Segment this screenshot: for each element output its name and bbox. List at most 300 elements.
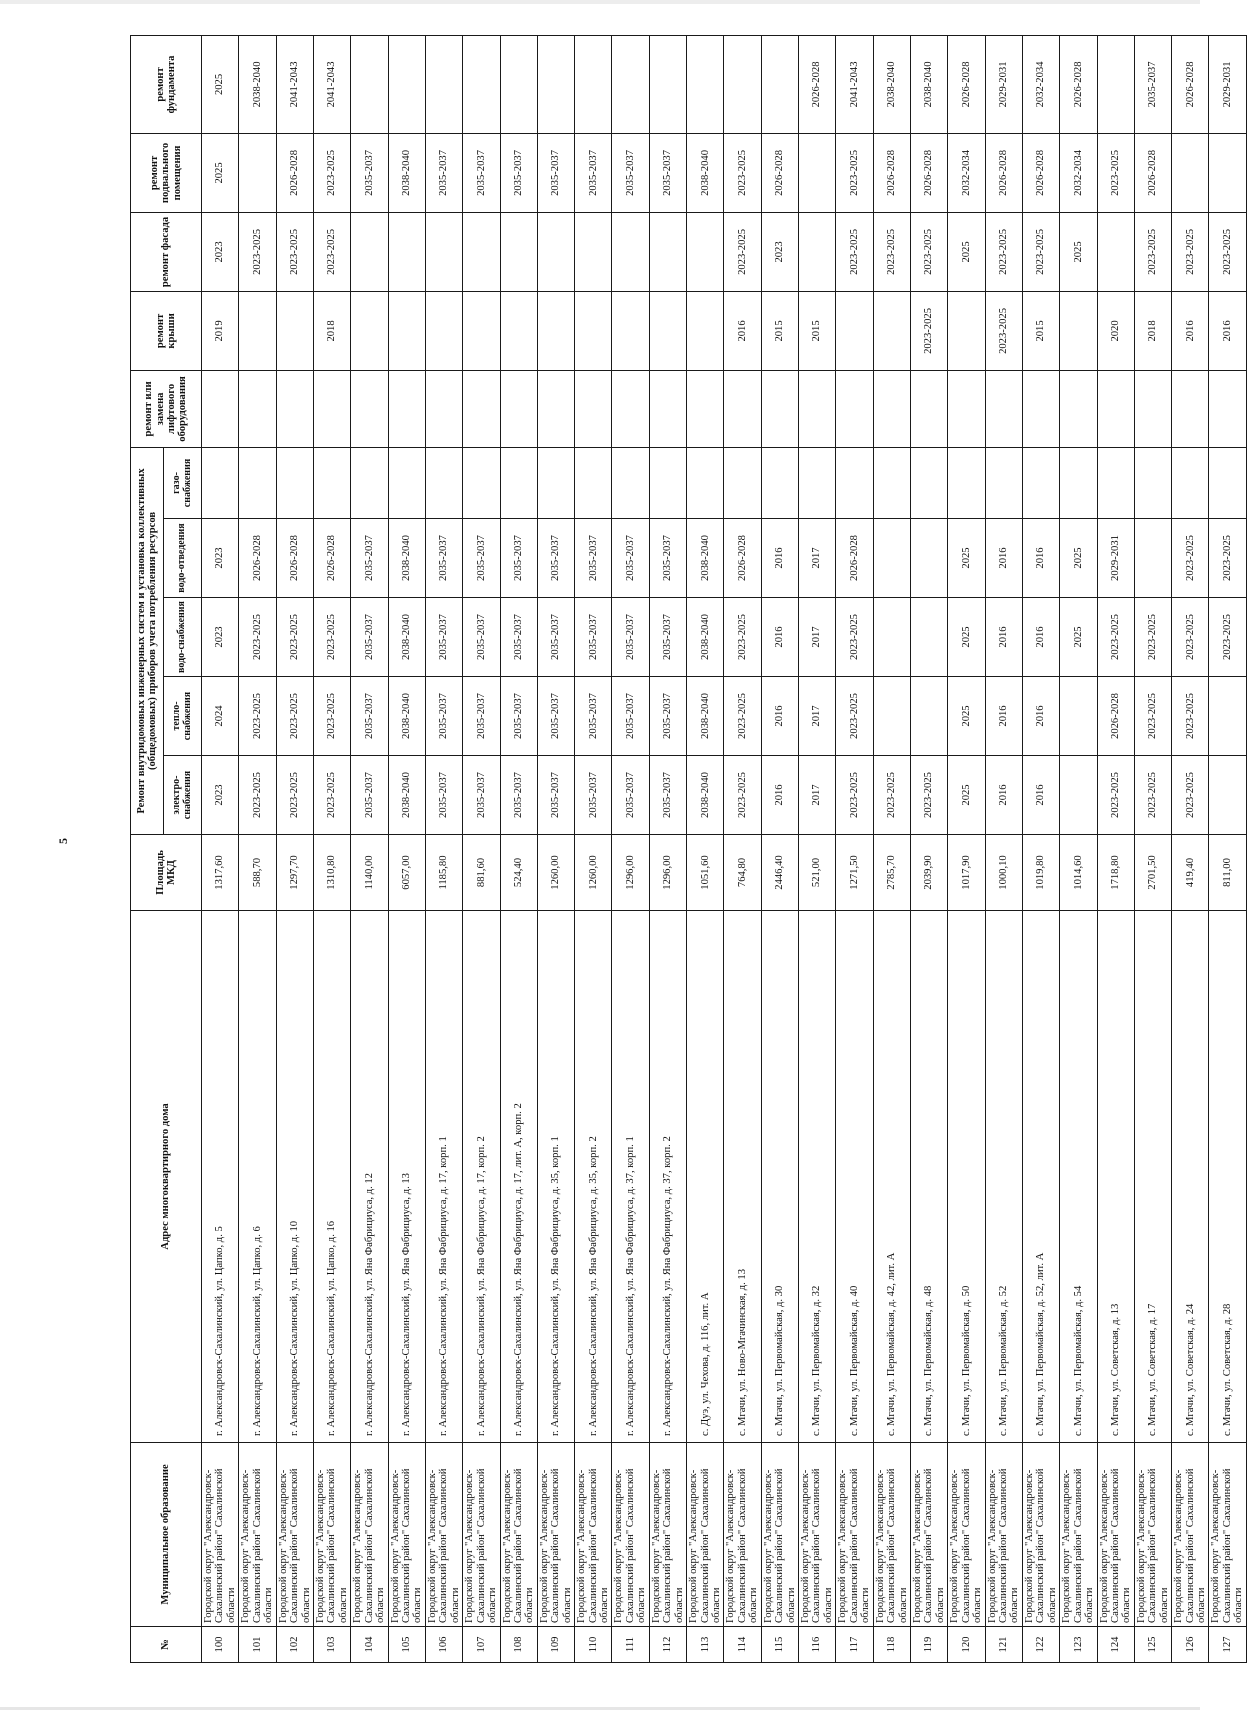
cell-electro: 2023-2025: [1172, 756, 1209, 835]
cell-teplo: 2023-2025: [836, 677, 873, 756]
cell-lift: [276, 370, 313, 447]
row-address: с. Мгачи, ул. Первомайская, д. 48: [910, 911, 947, 1443]
cell-facade: 2023-2025: [1022, 212, 1059, 291]
row-number: 119: [910, 1627, 947, 1663]
cell-vodootv: 2026-2028: [836, 519, 873, 598]
row-area: 1014,60: [1060, 835, 1097, 911]
cell-vodosnab: [873, 598, 910, 677]
row-number: 106: [425, 1627, 462, 1663]
cell-roof: 2015: [761, 291, 798, 370]
cell-gaz: [1134, 447, 1171, 518]
table-row: [463, 35, 500, 1662]
cell-electro: 2016: [985, 756, 1022, 835]
cell-gaz: [425, 447, 462, 518]
row-number: 115: [761, 1627, 798, 1663]
table-row: [425, 35, 462, 1662]
table-row: [873, 35, 910, 1662]
table-row: [537, 35, 574, 1662]
cell-electro: 2023-2025: [873, 756, 910, 835]
cell-basement: 2035-2037: [612, 133, 649, 212]
row-address: с. Мгачи, ул. Ново-Мгачинская, д. 13: [724, 911, 761, 1443]
cell-roof: [500, 291, 537, 370]
header-facade: ремонт фасада: [131, 212, 202, 291]
row-number: 123: [1060, 1627, 1097, 1663]
cell-vodootv: 2029-2031: [1097, 519, 1134, 598]
table-row: [1097, 35, 1134, 1662]
cell-vodootv: [1134, 519, 1171, 598]
cell-basement: 2035-2037: [649, 133, 686, 212]
header-roof: ремонт крыши: [131, 291, 202, 370]
row-municipality: Городской округ "Александровск-Сахалинский район" Сахалинской области: [1022, 1443, 1059, 1627]
cell-basement: [1209, 133, 1246, 212]
row-area: 588,70: [239, 835, 276, 911]
cell-vodosnab: 2017: [799, 598, 836, 677]
header-lift: ремонт или замена лифтового оборудования: [131, 370, 202, 447]
cell-facade: [537, 212, 574, 291]
cell-lift: [724, 370, 761, 447]
cell-vodosnab: 2025: [1060, 598, 1097, 677]
row-area: 524,40: [500, 835, 537, 911]
table-row: [575, 35, 612, 1662]
row-municipality: Городской округ "Александровск-Сахалинский район" Сахалинской области: [575, 1443, 612, 1627]
cell-foundation: 2032-2034: [1022, 35, 1059, 133]
cell-basement: 2035-2037: [425, 133, 462, 212]
table-row: [388, 35, 425, 1662]
row-area: 521,00: [799, 835, 836, 911]
cell-vodootv: 2023-2025: [1172, 519, 1209, 598]
row-municipality: Городской округ "Александровск-Сахалинский район" Сахалинской области: [836, 1443, 873, 1627]
row-number: 113: [687, 1627, 724, 1663]
cell-electro: 2035-2037: [500, 756, 537, 835]
cell-vodootv: 2026-2028: [313, 519, 350, 598]
cell-lift: [612, 370, 649, 447]
row-area: 881,60: [463, 835, 500, 911]
cell-facade: 2023-2025: [313, 212, 350, 291]
cell-basement: 2026-2028: [985, 133, 1022, 212]
cell-gaz: [873, 447, 910, 518]
cell-electro: 2023-2025: [1134, 756, 1171, 835]
cell-vodootv: 2025: [1060, 519, 1097, 598]
cell-vodootv: 2035-2037: [575, 519, 612, 598]
cell-facade: [351, 212, 388, 291]
cell-facade: 2023-2025: [276, 212, 313, 291]
cell-lift: [687, 370, 724, 447]
row-area: 1051,60: [687, 835, 724, 911]
cell-vodosnab: 2023: [202, 598, 239, 677]
cell-roof: 2015: [1022, 291, 1059, 370]
cell-gaz: [1172, 447, 1209, 518]
cell-lift: [873, 370, 910, 447]
cell-foundation: [500, 35, 537, 133]
cell-roof: [388, 291, 425, 370]
cell-facade: [425, 212, 462, 291]
cell-teplo: 2035-2037: [537, 677, 574, 756]
cell-basement: 2035-2037: [575, 133, 612, 212]
row-address: г. Александровск-Сахалинский, ул. Яна Фабрициуса, д. 17, корп. 2: [463, 911, 500, 1443]
cell-gaz: [463, 447, 500, 518]
cell-gaz: [202, 447, 239, 518]
table-row: [500, 35, 537, 1662]
cell-lift: [388, 370, 425, 447]
row-address: с. Мгачи, ул. Первомайская, д. 42, лит. А: [873, 911, 910, 1443]
cell-electro: 2016: [1022, 756, 1059, 835]
row-municipality: Городской округ "Александровск-Сахалинский район" Сахалинской области: [1097, 1443, 1134, 1627]
cell-lift: [910, 370, 947, 447]
cell-roof: 2016: [1209, 291, 1246, 370]
cell-gaz: [1097, 447, 1134, 518]
row-address: г. Александровск-Сахалинский, ул. Цапко, д. 16: [313, 911, 350, 1443]
table-row: [1209, 35, 1246, 1662]
cell-vodosnab: 2035-2037: [575, 598, 612, 677]
cell-facade: 2023-2025: [1172, 212, 1209, 291]
cell-vodosnab: 2016: [761, 598, 798, 677]
cell-vodosnab: 2038-2040: [388, 598, 425, 677]
cell-roof: [687, 291, 724, 370]
cell-foundation: 2026-2028: [948, 35, 985, 133]
row-municipality: Городской округ "Александровск-Сахалинский район" Сахалинской области: [202, 1443, 239, 1627]
cell-vodootv: [873, 519, 910, 598]
cell-foundation: 2025: [202, 35, 239, 133]
cell-roof: [425, 291, 462, 370]
row-municipality: Городской округ "Александровск-Сахалинский район" Сахалинской области: [948, 1443, 985, 1627]
row-number: 108: [500, 1627, 537, 1663]
cell-vodosnab: 2023-2025: [1209, 598, 1246, 677]
cell-foundation: 2026-2028: [1060, 35, 1097, 133]
cell-vodosnab: 2035-2037: [425, 598, 462, 677]
row-area: 1019,80: [1022, 835, 1059, 911]
cell-vodosnab: 2025: [948, 598, 985, 677]
row-number: 100: [202, 1627, 239, 1663]
cell-vodosnab: 2035-2037: [612, 598, 649, 677]
cell-lift: [537, 370, 574, 447]
row-area: 1000,10: [985, 835, 1022, 911]
row-number: 102: [276, 1627, 313, 1663]
table-row: [1060, 35, 1097, 1662]
cell-gaz: [724, 447, 761, 518]
row-area: 2701,50: [1134, 835, 1171, 911]
cell-foundation: 2026-2028: [799, 35, 836, 133]
cell-roof: 2016: [724, 291, 761, 370]
cell-roof: 2023-2025: [910, 291, 947, 370]
cell-lift: [799, 370, 836, 447]
cell-vodootv: 2026-2028: [276, 519, 313, 598]
cell-facade: 2023-2025: [985, 212, 1022, 291]
header-municipality: Муниципальное образование: [131, 1443, 202, 1627]
cell-basement: 2035-2037: [537, 133, 574, 212]
row-area: 1017,90: [948, 835, 985, 911]
cell-gaz: [239, 447, 276, 518]
row-area: 1271,50: [836, 835, 873, 911]
cell-vodootv: 2035-2037: [537, 519, 574, 598]
cell-vodosnab: 2023-2025: [1097, 598, 1134, 677]
cell-electro: 2035-2037: [649, 756, 686, 835]
cell-teplo: 2035-2037: [612, 677, 649, 756]
cell-roof: [575, 291, 612, 370]
row-municipality: Городской округ "Александровск-Сахалинский район" Сахалинской области: [985, 1443, 1022, 1627]
cell-gaz: [761, 447, 798, 518]
cell-teplo: 2035-2037: [575, 677, 612, 756]
cell-basement: 2035-2037: [463, 133, 500, 212]
header-number: №: [131, 1627, 202, 1663]
cell-basement: 2032-2034: [1060, 133, 1097, 212]
row-address: с. Мгачи, ул. Первомайская, д. 54: [1060, 911, 1097, 1443]
cell-roof: [239, 291, 276, 370]
table-header: [131, 35, 202, 1662]
row-municipality: Городской округ "Александровск-Сахалинский район" Сахалинской области: [649, 1443, 686, 1627]
table-row: [612, 35, 649, 1662]
row-municipality: Городской округ "Александровск-Сахалинский район" Сахалинской области: [500, 1443, 537, 1627]
row-number: 117: [836, 1627, 873, 1663]
row-address: с. Мгачи, ул. Советская, д. 17: [1134, 911, 1171, 1443]
cell-lift: [500, 370, 537, 447]
row-number: 125: [1134, 1627, 1171, 1663]
cell-teplo: [873, 677, 910, 756]
cell-foundation: [575, 35, 612, 133]
row-number: 105: [388, 1627, 425, 1663]
row-address: с. Мгачи, ул. Первомайская, д. 50: [948, 911, 985, 1443]
cell-basement: 2035-2037: [500, 133, 537, 212]
cell-teplo: 2023-2025: [1172, 677, 1209, 756]
cell-basement: 2026-2028: [910, 133, 947, 212]
table-body: [202, 35, 1247, 1662]
table-row: [836, 35, 873, 1662]
cell-teplo: 2026-2028: [1097, 677, 1134, 756]
row-municipality: Городской округ "Александровск-Сахалинский район" Сахалинской области: [1060, 1443, 1097, 1627]
cell-vodosnab: 2035-2037: [500, 598, 537, 677]
cell-teplo: 2025: [948, 677, 985, 756]
cell-teplo: 2016: [985, 677, 1022, 756]
row-area: 1260,00: [537, 835, 574, 911]
rotated-table-container: [130, 55, 1245, 1663]
cell-vodosnab: 2038-2040: [687, 598, 724, 677]
cell-lift: [1134, 370, 1171, 447]
cell-electro: 2035-2037: [537, 756, 574, 835]
row-area: 419,40: [1172, 835, 1209, 911]
row-municipality: Городской округ "Александровск-Сахалинский район" Сахалинской области: [761, 1443, 798, 1627]
cell-basement: [239, 133, 276, 212]
cell-gaz: [276, 447, 313, 518]
row-number: 112: [649, 1627, 686, 1663]
row-address: г. Александровск-Сахалинский, ул. Цапко, д. 10: [276, 911, 313, 1443]
row-municipality: Городской округ "Александровск-Сахалинский район" Сахалинской области: [1172, 1443, 1209, 1627]
cell-basement: 2032-2034: [948, 133, 985, 212]
row-address: с. Мгачи, ул. Первомайская, д. 32: [799, 911, 836, 1443]
cell-gaz: [1209, 447, 1246, 518]
row-area: 1297,70: [276, 835, 313, 911]
cell-lift: [1209, 370, 1246, 447]
row-area: 1260,00: [575, 835, 612, 911]
cell-vodosnab: 2023-2025: [276, 598, 313, 677]
cell-teplo: 2035-2037: [649, 677, 686, 756]
cell-basement: 2025: [202, 133, 239, 212]
cell-roof: 2020: [1097, 291, 1134, 370]
cell-vodootv: 2035-2037: [612, 519, 649, 598]
header-area: Площадь МКД: [131, 835, 202, 911]
cell-roof: 2018: [1134, 291, 1171, 370]
row-municipality: Городской округ "Александровск-Сахалинский район" Сахалинской области: [388, 1443, 425, 1627]
cell-facade: [799, 212, 836, 291]
cell-teplo: 2035-2037: [463, 677, 500, 756]
cell-vodootv: 2026-2028: [239, 519, 276, 598]
table-row: [724, 35, 761, 1662]
row-number: 116: [799, 1627, 836, 1663]
row-number: 124: [1097, 1627, 1134, 1663]
cell-electro: 2035-2037: [463, 756, 500, 835]
table-row: [649, 35, 686, 1662]
cell-gaz: [948, 447, 985, 518]
cell-basement: 2023-2025: [836, 133, 873, 212]
cell-foundation: [537, 35, 574, 133]
row-municipality: Городской округ "Александровск-Сахалинский район" Сахалинской области: [351, 1443, 388, 1627]
cell-teplo: 2023-2025: [313, 677, 350, 756]
cell-vodosnab: 2035-2037: [537, 598, 574, 677]
row-number: 126: [1172, 1627, 1209, 1663]
row-municipality: Городской округ "Александровск-Сахалинский район" Сахалинской области: [425, 1443, 462, 1627]
row-municipality: Городской округ "Александровск-Сахалинский район" Сахалинской области: [724, 1443, 761, 1627]
cell-teplo: 2035-2037: [351, 677, 388, 756]
row-area: 764,80: [724, 835, 761, 911]
cell-basement: 2038-2040: [388, 133, 425, 212]
cell-teplo: 2023-2025: [1134, 677, 1171, 756]
cell-teplo: 2024: [202, 677, 239, 756]
row-municipality: Городской округ "Александровск-Сахалинский район" Сахалинской области: [276, 1443, 313, 1627]
table-row: [202, 35, 239, 1662]
cell-vodosnab: 2035-2037: [649, 598, 686, 677]
cell-gaz: [799, 447, 836, 518]
cell-foundation: [425, 35, 462, 133]
page-number: 5: [56, 838, 70, 844]
cell-foundation: 2029-2031: [1209, 35, 1246, 133]
cell-lift: [351, 370, 388, 447]
cell-facade: [388, 212, 425, 291]
row-area: 6057,00: [388, 835, 425, 911]
cell-basement: 2026-2028: [276, 133, 313, 212]
row-municipality: Городской округ "Александровск-Сахалинский район" Сахалинской области: [463, 1443, 500, 1627]
cell-vodootv: 2025: [948, 519, 985, 598]
cell-vodootv: 2035-2037: [425, 519, 462, 598]
cell-facade: 2023-2025: [836, 212, 873, 291]
scan-edge-top: [0, 0, 1200, 4]
cell-lift: [985, 370, 1022, 447]
cell-electro: 2023: [202, 756, 239, 835]
row-number: 114: [724, 1627, 761, 1663]
cell-foundation: [687, 35, 724, 133]
cell-teplo: 2038-2040: [687, 677, 724, 756]
cell-basement: [799, 133, 836, 212]
cell-facade: [649, 212, 686, 291]
row-municipality: Городской округ "Александровск-Сахалинский район" Сахалинской области: [612, 1443, 649, 1627]
row-municipality: Городской округ "Александровск-Сахалинский район" Сахалинской области: [799, 1443, 836, 1627]
row-area: 1296,00: [612, 835, 649, 911]
row-address: г. Александровск-Сахалинский, ул. Яна Фабрициуса, д. 35, корп. 2: [575, 911, 612, 1443]
cell-vodosnab: 2016: [1022, 598, 1059, 677]
row-area: 2446,40: [761, 835, 798, 911]
cell-facade: 2023-2025: [1134, 212, 1171, 291]
cell-vodootv: 2023-2025: [1209, 519, 1246, 598]
cell-vodosnab: 2016: [985, 598, 1022, 677]
cell-teplo: 2035-2037: [425, 677, 462, 756]
cell-lift: [425, 370, 462, 447]
cell-facade: [1097, 212, 1134, 291]
cell-lift: [313, 370, 350, 447]
cell-vodosnab: 2035-2037: [351, 598, 388, 677]
header-engineering-systems: Ремонт внутридомовых инженерных систем и установка коллективных (общедомовых) приборов учета потребления ресурсов: [131, 447, 164, 834]
row-municipality: Городской округ "Александровск-Сахалинский район" Сахалинской области: [910, 1443, 947, 1627]
cell-roof: [276, 291, 313, 370]
row-address: с. Мгачи, ул. Советская, д. 28: [1209, 911, 1246, 1443]
cell-vodootv: 2016: [985, 519, 1022, 598]
cell-gaz: [537, 447, 574, 518]
cell-gaz: [351, 447, 388, 518]
row-address: с. Мгачи, ул. Первомайская, д. 52, лит. А: [1022, 911, 1059, 1443]
cell-facade: 2023-2025: [910, 212, 947, 291]
cell-vodootv: 2035-2037: [463, 519, 500, 598]
cell-facade: [500, 212, 537, 291]
cell-lift: [575, 370, 612, 447]
cell-teplo: [910, 677, 947, 756]
cell-gaz: [500, 447, 537, 518]
cell-vodosnab: 2035-2037: [463, 598, 500, 677]
cell-facade: [463, 212, 500, 291]
cell-roof: [537, 291, 574, 370]
row-municipality: Городской округ "Александровск-Сахалинский район" Сахалинской области: [313, 1443, 350, 1627]
table-row: [1134, 35, 1171, 1662]
cell-roof: [836, 291, 873, 370]
header-teplo: тепло-снабжения: [164, 677, 202, 756]
row-area: 811,00: [1209, 835, 1246, 911]
row-address: г. Александровск-Сахалинский, ул. Яна Фабрициуса, д. 17, корп. 1: [425, 911, 462, 1443]
cell-vodootv: [910, 519, 947, 598]
cell-roof: [351, 291, 388, 370]
cell-electro: 2023-2025: [239, 756, 276, 835]
cell-electro: 2023-2025: [836, 756, 873, 835]
row-address: с. Мгачи, ул. Советская, д. 13: [1097, 911, 1134, 1443]
cell-electro: 2023-2025: [313, 756, 350, 835]
cell-gaz: [985, 447, 1022, 518]
row-number: 121: [985, 1627, 1022, 1663]
cell-vodosnab: 2023-2025: [724, 598, 761, 677]
cell-roof: 2016: [1172, 291, 1209, 370]
cell-lift: [948, 370, 985, 447]
cell-basement: 2038-2040: [687, 133, 724, 212]
cell-teplo: 2017: [799, 677, 836, 756]
cell-foundation: [649, 35, 686, 133]
header-basement: ремонт подвального помещения: [131, 133, 202, 212]
cell-basement: 2023-2025: [1097, 133, 1134, 212]
cell-vodootv: 2038-2040: [687, 519, 724, 598]
cell-lift: [836, 370, 873, 447]
cell-electro: 2035-2037: [425, 756, 462, 835]
cell-foundation: 2026-2028: [1172, 35, 1209, 133]
row-address: с. Мгачи, ул. Первомайская, д. 30: [761, 911, 798, 1443]
cell-electro: 2016: [761, 756, 798, 835]
cell-facade: 2023: [761, 212, 798, 291]
header-electro: электро-снабжения: [164, 756, 202, 835]
header-foundation: ремонт фундамента: [131, 35, 202, 133]
row-address: г. Александровск-Сахалинский, ул. Цапко, д. 6: [239, 911, 276, 1443]
cell-electro: 2023-2025: [724, 756, 761, 835]
cell-teplo: [1060, 677, 1097, 756]
row-area: 1185,80: [425, 835, 462, 911]
table-row: [948, 35, 985, 1662]
cell-electro: 2023-2025: [910, 756, 947, 835]
table-row: [313, 35, 350, 1662]
cell-vodosnab: [910, 598, 947, 677]
header-gaz: газо-снабжения: [164, 447, 202, 518]
cell-lift: [202, 370, 239, 447]
cell-facade: 2023-2025: [873, 212, 910, 291]
cell-roof: [463, 291, 500, 370]
